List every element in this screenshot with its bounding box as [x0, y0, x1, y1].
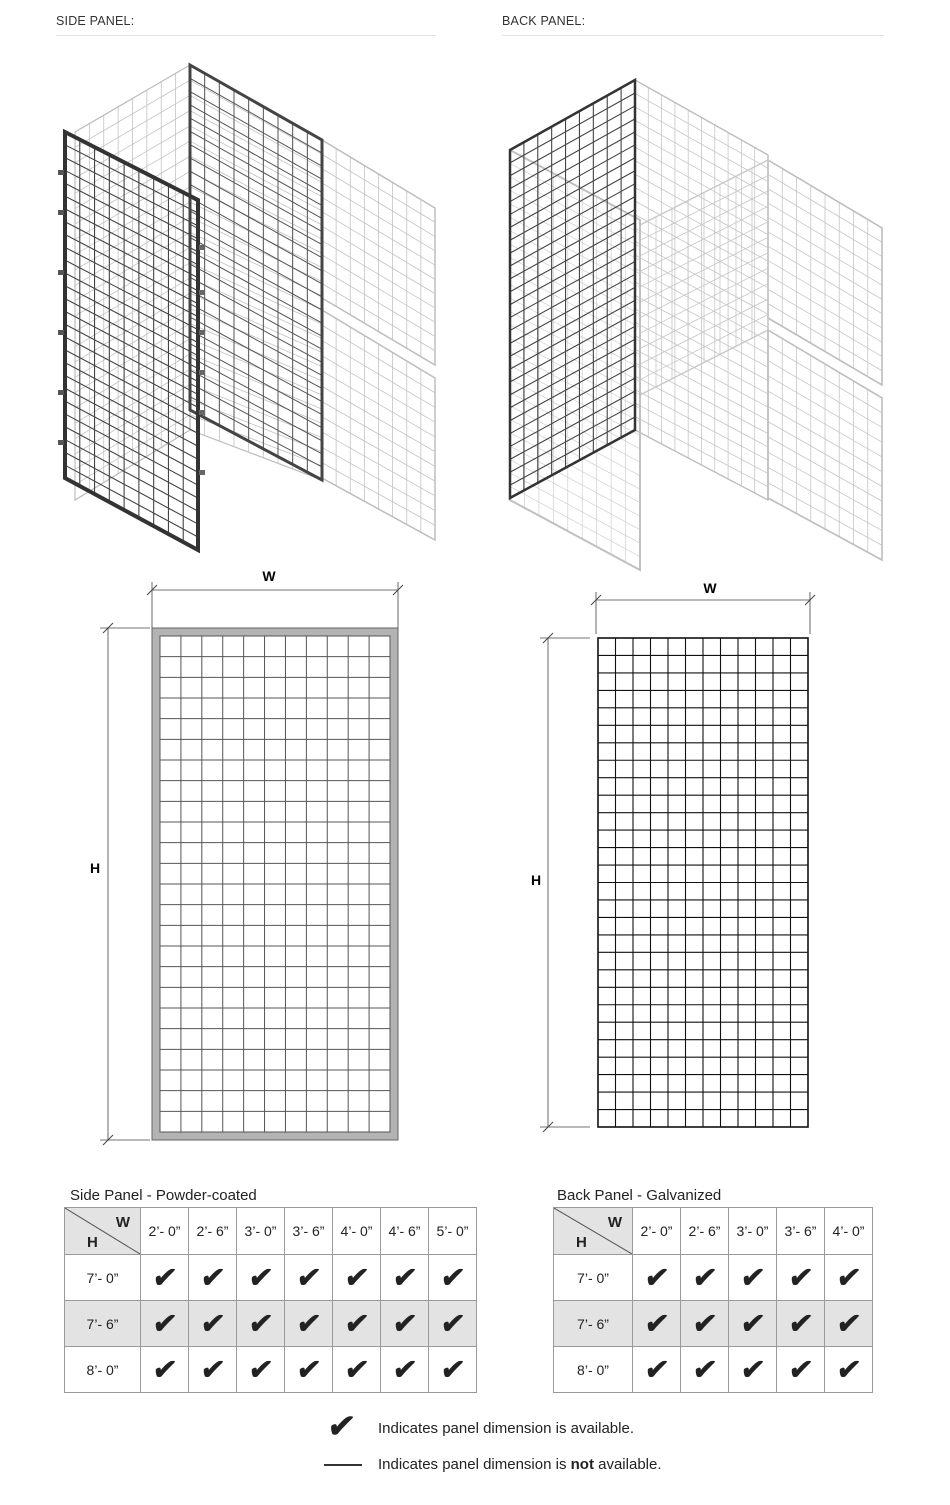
check-icon: ✔ — [738, 1307, 767, 1339]
check-icon: ✔ — [246, 1261, 275, 1293]
table-header-row — [554, 1208, 873, 1255]
column-header: 3’- 0” — [237, 1208, 285, 1255]
check-icon: ✔ — [198, 1307, 227, 1339]
check-icon: ✔ — [294, 1353, 323, 1385]
column-header: 2’- 0” — [633, 1208, 681, 1255]
check-icon: ✔ — [246, 1307, 275, 1339]
check-icon: ✔ — [438, 1353, 467, 1385]
hinge-mark — [58, 170, 64, 175]
cage-right-lower — [768, 330, 882, 560]
availability-cell — [681, 1301, 729, 1347]
check-icon: ✔ — [342, 1307, 371, 1339]
availability-cell — [729, 1255, 777, 1301]
back-panel-dark — [510, 80, 635, 498]
column-header: 3’- 6” — [285, 1208, 333, 1255]
availability-cell — [429, 1347, 477, 1393]
side-panel-heading: SIDE PANEL: — [56, 14, 135, 28]
legend-not-available-text — [378, 1456, 662, 1473]
availability-cell — [237, 1347, 285, 1393]
availability-cell — [633, 1255, 681, 1301]
table-row — [65, 1347, 477, 1393]
availability-cell — [237, 1301, 285, 1347]
column-header: 2’- 6” — [681, 1208, 729, 1255]
hinge-mark — [58, 390, 64, 395]
corner-width-label: W — [115, 1214, 130, 1231]
check-icon: ✔ — [786, 1353, 815, 1385]
table-row — [554, 1301, 873, 1347]
hinge-mark — [58, 330, 64, 335]
table-header-row — [65, 1208, 477, 1255]
cage-right-lower — [322, 310, 435, 540]
check-icon: ✔ — [642, 1261, 671, 1293]
side-width-label: W — [262, 568, 276, 584]
column-header: 4’- 0” — [333, 1208, 381, 1255]
availability-cell — [633, 1347, 681, 1393]
check-icon: ✔ — [690, 1353, 719, 1385]
availability-cell — [825, 1347, 873, 1393]
table-row — [65, 1301, 477, 1347]
check-icon: ✔ — [246, 1353, 275, 1385]
availability-cell — [729, 1301, 777, 1347]
hinge-mark — [199, 370, 205, 375]
check-icon: ✔ — [834, 1307, 863, 1339]
availability-cell — [381, 1301, 429, 1347]
availability-cell — [381, 1255, 429, 1301]
row-header: 7’- 0” — [554, 1255, 633, 1301]
availability-cell — [333, 1301, 381, 1347]
availability-cell — [189, 1255, 237, 1301]
check-icon: ✔ — [786, 1307, 815, 1339]
availability-cell — [825, 1255, 873, 1301]
availability-cell — [681, 1347, 729, 1393]
check-icon: ✔ — [642, 1353, 671, 1385]
back-height-label: H — [530, 872, 542, 888]
cage-back-wall — [635, 80, 768, 500]
hinge-mark — [58, 270, 64, 275]
legend-available-text: Indicates panel dimension is available. — [378, 1420, 634, 1437]
side-table-title: Side Panel - Powder-coated — [70, 1187, 257, 1204]
back-panel-front-elevation — [540, 592, 815, 1132]
hinge-mark — [199, 290, 205, 295]
check-icon: ✔ — [438, 1307, 467, 1339]
availability-cell — [333, 1255, 381, 1301]
side-panel-isometric-illustration — [58, 65, 435, 550]
check-icon: ✔ — [738, 1353, 767, 1385]
availability-cell — [333, 1347, 381, 1393]
hinge-mark — [199, 245, 205, 250]
check-icon: ✔ — [834, 1261, 863, 1293]
row-header: 7’- 0” — [65, 1255, 141, 1301]
availability-cell — [285, 1301, 333, 1347]
availability-cell — [729, 1347, 777, 1393]
column-header: 3’- 6” — [777, 1208, 825, 1255]
check-icon: ✔ — [834, 1353, 863, 1385]
back-panel-isometric-illustration — [510, 80, 882, 570]
availability-cell — [429, 1255, 477, 1301]
legend-check-icon: ✔ — [325, 1408, 358, 1444]
row-header: 7’- 6” — [554, 1301, 633, 1347]
check-icon: ✔ — [438, 1261, 467, 1293]
availability-cell — [285, 1347, 333, 1393]
cage-right-upper — [768, 160, 882, 385]
column-header: 2’- 6” — [189, 1208, 237, 1255]
side-panel-middle — [190, 65, 322, 480]
table-corner-cell — [65, 1208, 141, 1255]
check-icon: ✔ — [738, 1261, 767, 1293]
back-panel-availability-table — [553, 1207, 873, 1393]
check-icon: ✔ — [642, 1307, 671, 1339]
row-header: 8’- 0” — [554, 1347, 633, 1393]
column-header: 4’- 0” — [825, 1208, 873, 1255]
check-icon: ✔ — [690, 1261, 719, 1293]
table-corner-cell — [554, 1208, 633, 1255]
availability-cell — [381, 1347, 429, 1393]
corner-height-label: H — [576, 1234, 587, 1251]
check-icon: ✔ — [150, 1353, 179, 1385]
side-panel-front-elevation — [100, 582, 403, 1145]
availability-cell — [141, 1347, 189, 1393]
availability-cell — [141, 1301, 189, 1347]
check-icon: ✔ — [294, 1261, 323, 1293]
table-row — [65, 1255, 477, 1301]
legend-not-available-suffix: available. — [593, 1456, 662, 1473]
availability-cell — [141, 1255, 189, 1301]
availability-cell — [237, 1255, 285, 1301]
hinge-mark — [199, 470, 205, 475]
availability-cell — [189, 1347, 237, 1393]
check-icon: ✔ — [150, 1307, 179, 1339]
check-icon: ✔ — [390, 1261, 419, 1293]
hinge-mark — [199, 410, 205, 415]
corner-width-label: W — [607, 1214, 622, 1231]
availability-cell — [429, 1301, 477, 1347]
side-height-label: H — [89, 860, 101, 876]
availability-cell — [777, 1347, 825, 1393]
check-icon: ✔ — [198, 1353, 227, 1385]
column-header: 3’- 0” — [729, 1208, 777, 1255]
mesh-lines — [510, 80, 635, 498]
table-row — [554, 1347, 873, 1393]
cage-divider — [640, 160, 768, 395]
column-header: 4’- 6” — [381, 1208, 429, 1255]
check-icon: ✔ — [786, 1261, 815, 1293]
cage-right-upper — [322, 140, 435, 365]
mesh-lines — [640, 160, 768, 395]
back-width-label: W — [703, 580, 717, 596]
column-header: 2’- 0” — [141, 1208, 189, 1255]
check-icon: ✔ — [690, 1307, 719, 1339]
check-icon: ✔ — [342, 1261, 371, 1293]
row-header: 8’- 0” — [65, 1347, 141, 1393]
check-icon: ✔ — [198, 1261, 227, 1293]
column-header: 5’- 0” — [429, 1208, 477, 1255]
table-row — [554, 1255, 873, 1301]
back-panel-heading: BACK PANEL: — [502, 14, 586, 28]
availability-cell — [681, 1255, 729, 1301]
check-icon: ✔ — [342, 1353, 371, 1385]
hinge-mark — [58, 210, 64, 215]
availability-cell — [189, 1301, 237, 1347]
row-header: 7’- 6” — [65, 1301, 141, 1347]
hinge-mark — [199, 330, 205, 335]
legend-dash-icon — [324, 1464, 362, 1466]
check-icon: ✔ — [390, 1307, 419, 1339]
availability-cell — [285, 1255, 333, 1301]
corner-height-label: H — [87, 1234, 98, 1251]
legend-not-available-emphasis: not — [570, 1456, 594, 1473]
hinge-mark — [58, 440, 64, 445]
back-table-title: Back Panel - Galvanized — [557, 1187, 722, 1204]
availability-cell — [777, 1255, 825, 1301]
legend-not-available-prefix: Indicates panel dimension is — [378, 1456, 571, 1473]
availability-cell — [633, 1301, 681, 1347]
check-icon: ✔ — [390, 1353, 419, 1385]
check-icon: ✔ — [150, 1261, 179, 1293]
availability-cell — [825, 1301, 873, 1347]
side-panel-availability-table — [64, 1207, 477, 1393]
availability-cell — [777, 1301, 825, 1347]
check-icon: ✔ — [294, 1307, 323, 1339]
